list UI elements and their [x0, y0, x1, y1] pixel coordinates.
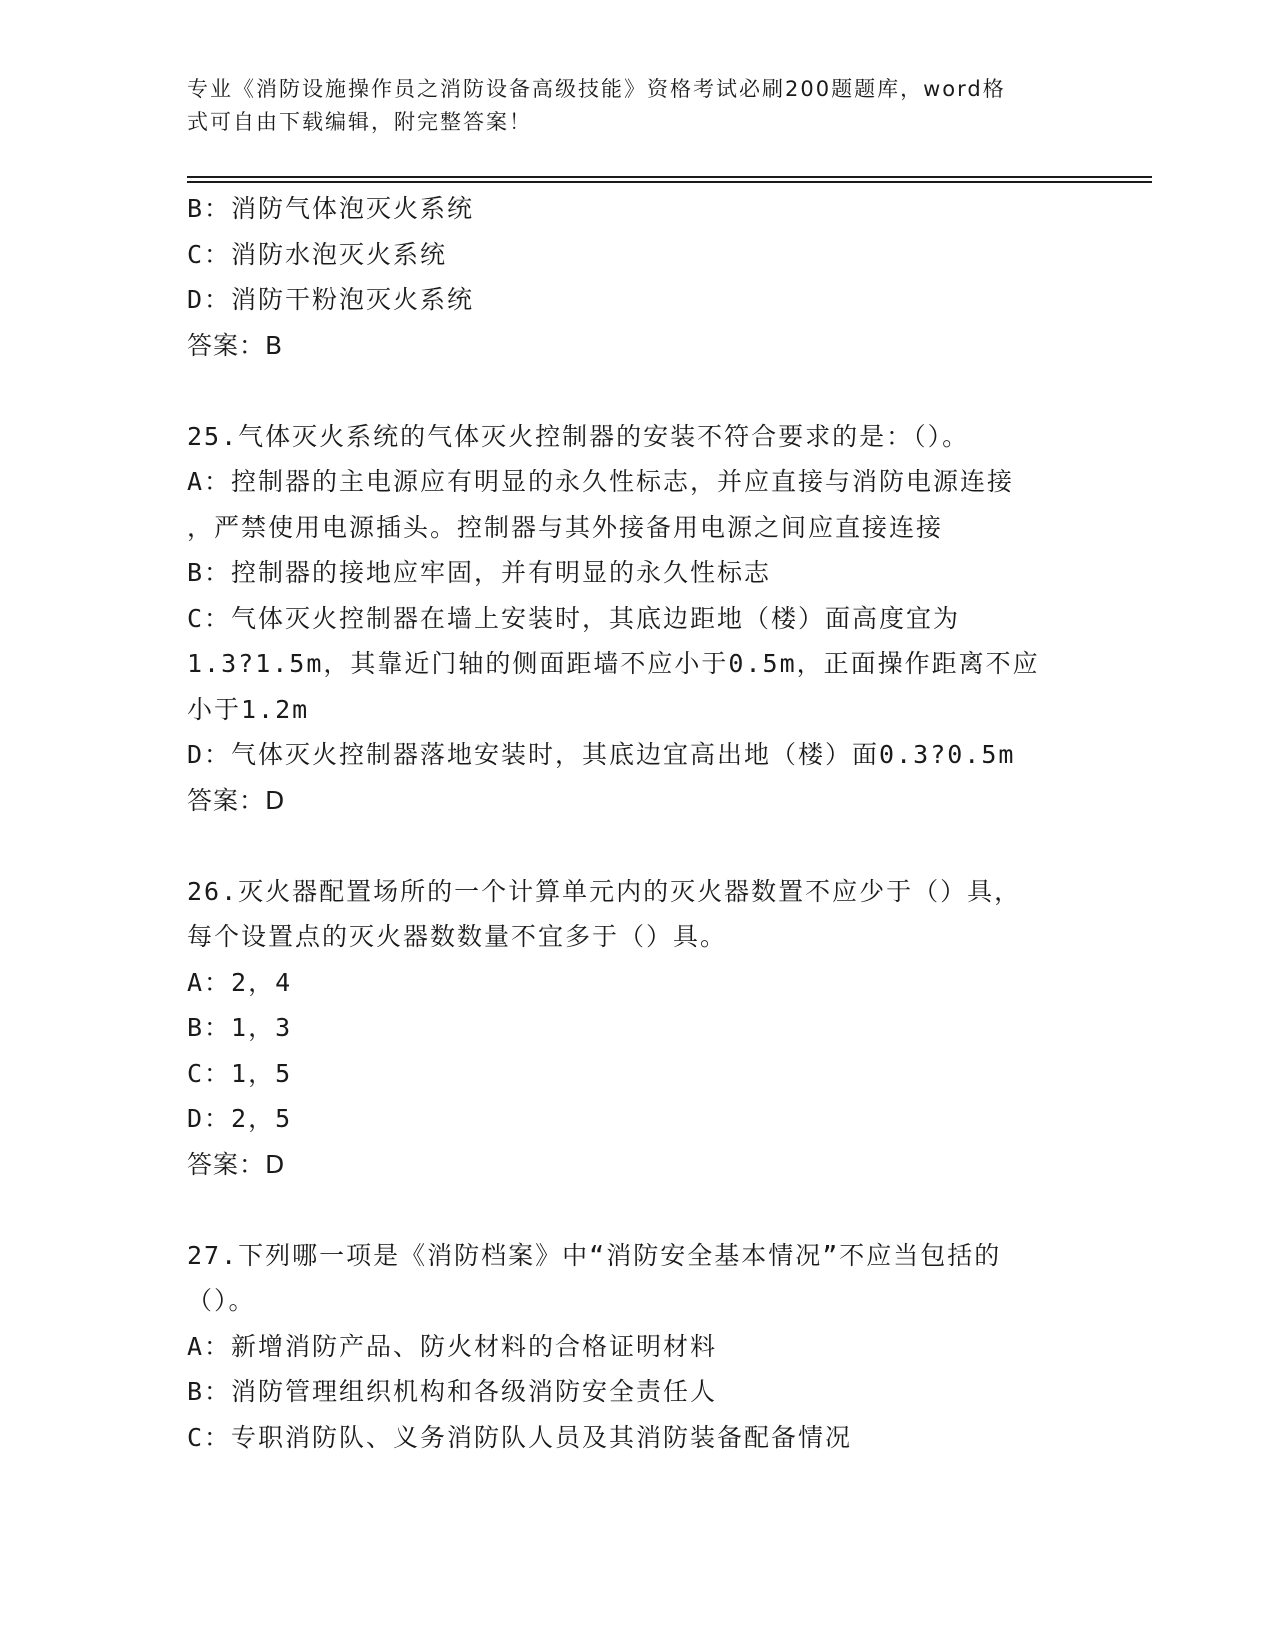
document-header	[187, 73, 1067, 139]
question-stem-line-1: 26.灭火器配置场所的一个计算单元内的灭火器数置不应少于（）具，	[187, 876, 1022, 906]
option-d: D：2，5	[187, 1104, 293, 1133]
option-b: B：1，3	[187, 1013, 293, 1042]
option-b: B：消防气体泡灭火系统	[187, 194, 475, 223]
option-b: B：控制器的接地应牢固，并有明显的永久性标志	[187, 558, 772, 587]
option-a-line-2: ，严禁使用电源插头。控制器与其外接备用电源之间应直接连接	[187, 512, 944, 542]
header-line-2: 式可自由下载编辑，附完整答案！	[187, 110, 532, 134]
header-line-1: 专业《消防设施操作员之消防设备高级技能》资格考试必刷200题题库，word格	[187, 77, 1006, 101]
option-a: A：新增消防产品、防火材料的合格证明材料	[187, 1331, 718, 1361]
question-27	[187, 1233, 1067, 1461]
question-stem-line-2: （）。	[187, 1286, 256, 1315]
question-26	[187, 869, 1067, 1188]
option-c-line-2: 1.3?1.5m，其靠近门轴的侧面距墙不应小于0.5m，正面操作距离不应	[187, 649, 1040, 678]
header-rule-top	[187, 176, 1152, 178]
question-25	[187, 414, 1067, 824]
option-b: B：消防管理组织机构和各级消防安全责任人	[187, 1377, 718, 1406]
question-content	[187, 186, 1067, 1460]
answer: 答案：D	[187, 785, 286, 815]
spacer	[187, 368, 1067, 414]
header-rule-bottom	[187, 181, 1152, 183]
option-c: C：1，5	[187, 1058, 293, 1088]
spacer	[187, 1187, 1067, 1233]
option-d: D：消防干粉泡灭火系统	[187, 285, 475, 314]
answer: 答案：D	[187, 1149, 286, 1179]
option-c: C：消防水泡灭火系统	[187, 239, 448, 269]
spacer	[187, 823, 1067, 869]
question-stem-line-2: 每个设置点的灭火器数数量不宜多于（）具。	[187, 922, 728, 951]
option-c: C：专职消防队、义务消防队人员及其消防装备配备情况	[187, 1422, 853, 1452]
question-stem: 25.气体灭火系统的气体灭火控制器的安装不符合要求的是：（）。	[187, 421, 970, 451]
option-d: D：气体灭火控制器落地安装时，其底边宜高出地（楼）面0.3?0.5m	[187, 740, 1016, 769]
question-stem-line-1: 27.下列哪一项是《消防档案》中“消防安全基本情况”不应当包括的	[187, 1240, 1002, 1270]
option-a: A：2，4	[187, 967, 293, 997]
question-24-tail	[187, 186, 1067, 368]
option-c-line-1: C：气体灭火控制器在墙上安装时，其底边距地（楼）面高度宜为	[187, 603, 961, 633]
answer: 答案：B	[187, 330, 284, 360]
option-c-line-3: 小于1.2m	[187, 694, 310, 724]
option-a-line-1: A：控制器的主电源应有明显的永久性标志，并应直接与消防电源连接	[187, 467, 1015, 496]
